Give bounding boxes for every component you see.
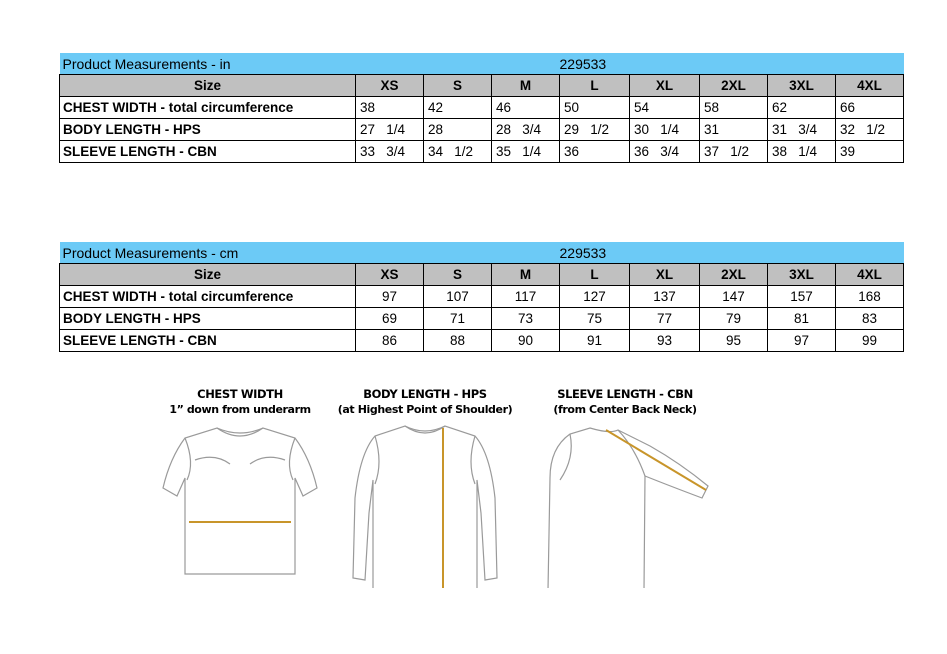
table-title-row: [60, 53, 904, 75]
chest-width-diagram: [150, 386, 330, 578]
cell: 107: [424, 286, 492, 308]
cell: 83: [836, 308, 904, 330]
row-label: BODY LENGTH - HPS: [60, 308, 356, 330]
size-header: L: [560, 264, 630, 286]
cell: 50: [560, 97, 630, 119]
cell: 97: [356, 286, 424, 308]
row-label: CHEST WIDTH - total circumference: [60, 97, 356, 119]
cell: 147: [700, 286, 768, 308]
size-header-row: [60, 75, 904, 97]
cell: 31: [700, 119, 768, 141]
diagram-subcaption: (from Center Back Neck): [553, 403, 697, 416]
cell: 86: [356, 330, 424, 352]
cell: 99: [836, 330, 904, 352]
cell: 117: [492, 286, 560, 308]
table-title: Product Measurements - cm: [60, 242, 356, 264]
cell: 30 1/4: [630, 119, 700, 141]
cell: 137: [630, 286, 700, 308]
cell: 73: [492, 308, 560, 330]
size-header-label: Size: [60, 264, 356, 286]
body-length-diagram: [330, 386, 520, 588]
size-header: 4XL: [836, 264, 904, 286]
cell: 95: [700, 330, 768, 352]
diagram-subcaption: (at Highest Point of Shoulder): [337, 403, 513, 416]
cell: 54: [630, 97, 700, 119]
cell: 97: [768, 330, 836, 352]
longsleeve-back-icon: [540, 418, 710, 588]
table-title-row: [60, 242, 904, 264]
cell: 127: [560, 286, 630, 308]
cell: 71: [424, 308, 492, 330]
table-title: Product Measurements - in: [60, 53, 356, 75]
cell: 91: [560, 330, 630, 352]
size-header-label: Size: [60, 75, 356, 97]
diagram-caption: BODY LENGTH - HPS: [363, 387, 487, 401]
row-label: CHEST WIDTH - total circumference: [60, 286, 356, 308]
diagram-caption: CHEST WIDTH: [197, 387, 283, 401]
product-code: 229533: [560, 242, 904, 264]
size-header: XS: [356, 264, 424, 286]
size-header: S: [424, 264, 492, 286]
cell: 31 3/4: [768, 119, 836, 141]
cell: 88: [424, 330, 492, 352]
size-header: S: [424, 75, 492, 97]
size-header: M: [492, 264, 560, 286]
cell: 36 3/4: [630, 141, 700, 163]
size-header: L: [560, 75, 630, 97]
cell: 32 1/2: [836, 119, 904, 141]
table-row: [60, 119, 904, 141]
cell: 38 1/4: [768, 141, 836, 163]
cell: 79: [700, 308, 768, 330]
cell: 93: [630, 330, 700, 352]
size-header: 3XL: [768, 264, 836, 286]
cell: 157: [768, 286, 836, 308]
cell: 168: [836, 286, 904, 308]
cell: 36: [560, 141, 630, 163]
size-header: XL: [630, 264, 700, 286]
sleeve-length-diagram: [540, 386, 710, 588]
row-label: BODY LENGTH - HPS: [60, 119, 356, 141]
cell: 75: [560, 308, 630, 330]
measurements-table-in: [59, 53, 904, 163]
tshirt-front-icon: [155, 418, 325, 578]
cell: 38: [356, 97, 424, 119]
size-header: 3XL: [768, 75, 836, 97]
cell: 81: [768, 308, 836, 330]
cell: 29 1/2: [560, 119, 630, 141]
cell: 27 1/4: [356, 119, 424, 141]
table-row: [60, 330, 904, 352]
row-label: SLEEVE LENGTH - CBN: [60, 141, 356, 163]
size-header: XL: [630, 75, 700, 97]
size-header: XS: [356, 75, 424, 97]
size-header: M: [492, 75, 560, 97]
cell: 28 3/4: [492, 119, 560, 141]
cell: 34 1/2: [424, 141, 492, 163]
diagram-caption: SLEEVE LENGTH - CBN: [557, 387, 693, 401]
cell: 28: [424, 119, 492, 141]
table-row: [60, 286, 904, 308]
longsleeve-front-icon: [335, 418, 515, 588]
row-label: SLEEVE LENGTH - CBN: [60, 330, 356, 352]
cell: 35 1/4: [492, 141, 560, 163]
cell: 46: [492, 97, 560, 119]
cell: 39: [836, 141, 904, 163]
cell: 62: [768, 97, 836, 119]
table-row: [60, 141, 904, 163]
table-row: [60, 308, 904, 330]
size-header: 4XL: [836, 75, 904, 97]
cell: 66: [836, 97, 904, 119]
cell: 90: [492, 330, 560, 352]
size-header: 2XL: [700, 264, 768, 286]
diagram-subcaption: 1” down from underarm: [169, 403, 311, 416]
cell: 69: [356, 308, 424, 330]
cell: 42: [424, 97, 492, 119]
size-header-row: [60, 264, 904, 286]
cell: 77: [630, 308, 700, 330]
table-row: [60, 97, 904, 119]
size-header: 2XL: [700, 75, 768, 97]
measurements-table-cm: [59, 242, 904, 352]
cell: 33 3/4: [356, 141, 424, 163]
cell: 58: [700, 97, 768, 119]
product-code: 229533: [560, 53, 904, 75]
cell: 37 1/2: [700, 141, 768, 163]
